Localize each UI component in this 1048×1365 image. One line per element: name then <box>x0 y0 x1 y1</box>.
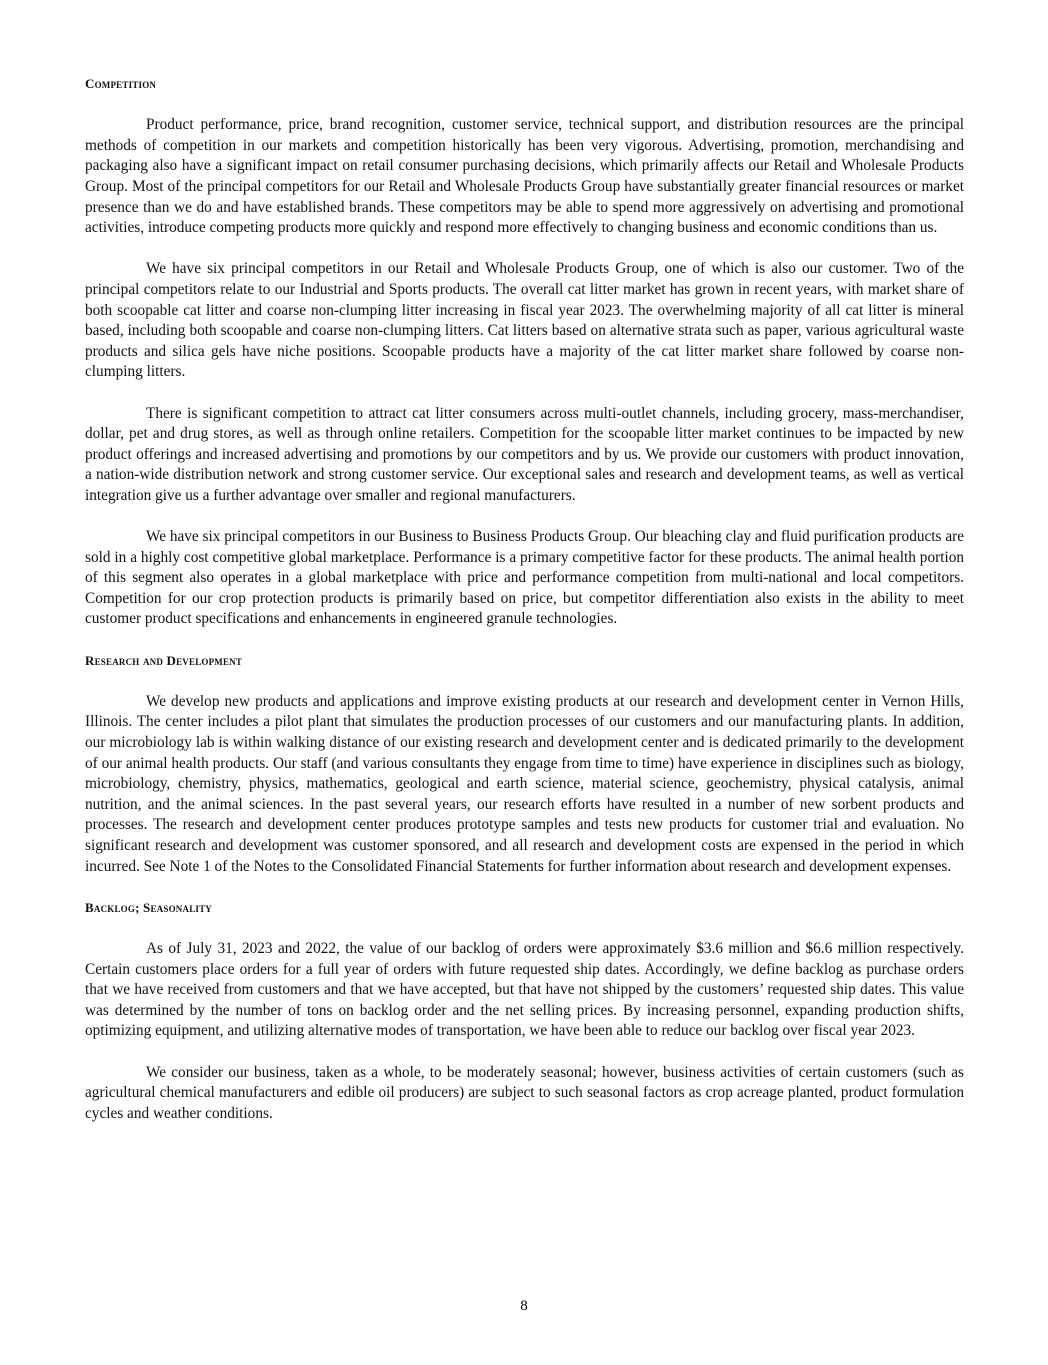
page-number: 8 <box>520 1298 528 1314</box>
section-backlog-seasonality <box>85 898 964 1125</box>
paragraph: We have six principal competitors in our Business to Business Products Group. Our bleaching clay and fluid purification products are sold in a highly cost competitive global marketplace. Performance is a primary competitive factor for these products. The animal health portion of this segment also operates in a global marketplace with price and performance competition from multi-national and local competitors. Competition for our crop protection products is primarily based on price, but competitor differentiation also exists in the ability to meet customer product specifications and enhancements in engineered granule technologies. <box>85 528 964 628</box>
paragraph: We have six principal competitors in our Retail and Wholesale Products Group, one of which is also our customer. Two of the principal competitors relate to our Industrial and Sports products. The overall cat litter market has grown in recent years, with market share of both scoopable cat litter and coarse non-clumping litter increasing in fiscal year 2023. The overwhelming majority of all cat litter is mineral based, including both scoopable and coarse non-clumping litters. Cat litters based on alternative strata such as paper, various agricultural waste products and silica gels have niche positions. Scoopable products have a majority of the cat litter market share followed by coarse non-clumping litters. <box>85 260 964 381</box>
paragraph: We consider our business, taken as a whole, to be moderately seasonal; however, business activities of certain customers (such as agricultural chemical manufacturers and edible oil producers) are subject to such seasonal factors as crop acreage planted, product formulation cycles and weather conditions. <box>85 1063 964 1122</box>
paragraph: As of July 31, 2023 and 2022, the value of our backlog of orders were approximately $3.6 million and $6.6 million respectively. Certain customers place orders for a full year of orders with future requested ship dates. Accordingly, we define backlog as purchase orders that we have received from customers and that we have accepted, but that have not shipped by the customers’ requested ship dates. This value was determined by the number of tons on backlog order and the net selling prices. By increasing personnel, expanding production shifts, optimizing equipment, and utilizing alternative modes of transportation, we have been able to reduce our backlog over fiscal year 2023. <box>85 939 964 1040</box>
section-heading: Backlog; Seasonality <box>85 899 212 915</box>
section-research-and-development <box>85 651 964 878</box>
section-heading: Research and Development <box>85 652 243 668</box>
document-body <box>85 74 964 1145</box>
paragraph: There is significant competition to attract cat litter consumers across multi-outlet channels, including grocery, mass-merchandiser, dollar, pet and drug stores, as well as through online retailers. Competition for the scoopable litter market continues to be impacted by new product offerings and increased advertising and promotions by our competitors and by us. We provide our customers with product innovation, a nation-wide distribution network and strong customer service. Our exceptional sales and research and development teams, as well as vertical integration give us a further advantage over smaller and regional manufacturers. <box>85 404 964 504</box>
section-heading: Competition <box>85 76 157 91</box>
paragraph: We develop new products and applications and improve existing products at our research and development center in Vernon Hills, Illinois. The center includes a pilot plant that simulates the production processes of our customers and our manufacturing plants. In addition, our microbiology lab is within walking distance of our existing research and development center and is dedicated primarily to the development of our animal health products. Our staff (and various consultants they engage from time to time) have experience in disciplines such as biology, microbiology, chemistry, physics, mathematics, geological and earth science, material science, geochemistry, physical catalysis, animal nutrition, and the animal sciences. In the past several years, our research efforts have resulted in a number of new sorbent products and processes. The research and development center produces prototype samples and tests new products for customer trial and evaluation. No significant research and development was customer sponsored, and all research and development costs are expensed in the period in which incurred. See Note 1 of the Notes to the Consolidated Financial Statements for further information about research and development expenses. <box>85 692 964 875</box>
paragraph: Product performance, price, brand recognition, customer service, technical support, and distribution resources are the principal methods of competition in our markets and competition historically has been very vigorous. Advertising, promotion, merchandising and packaging also have a significant impact on retail consumer purchasing decisions, which primarily affects our Retail and Wholesale Products Group. Most of the principal competitors for our Retail and Wholesale Products Group have substantially greater financial resources or market presence than we do and have established brands. These competitors may be able to spend more aggressively on advertising and promotional activities, introduce competing products more quickly and respond more effectively to changing business and economic conditions than us. <box>85 116 964 237</box>
section-competition <box>85 74 964 630</box>
